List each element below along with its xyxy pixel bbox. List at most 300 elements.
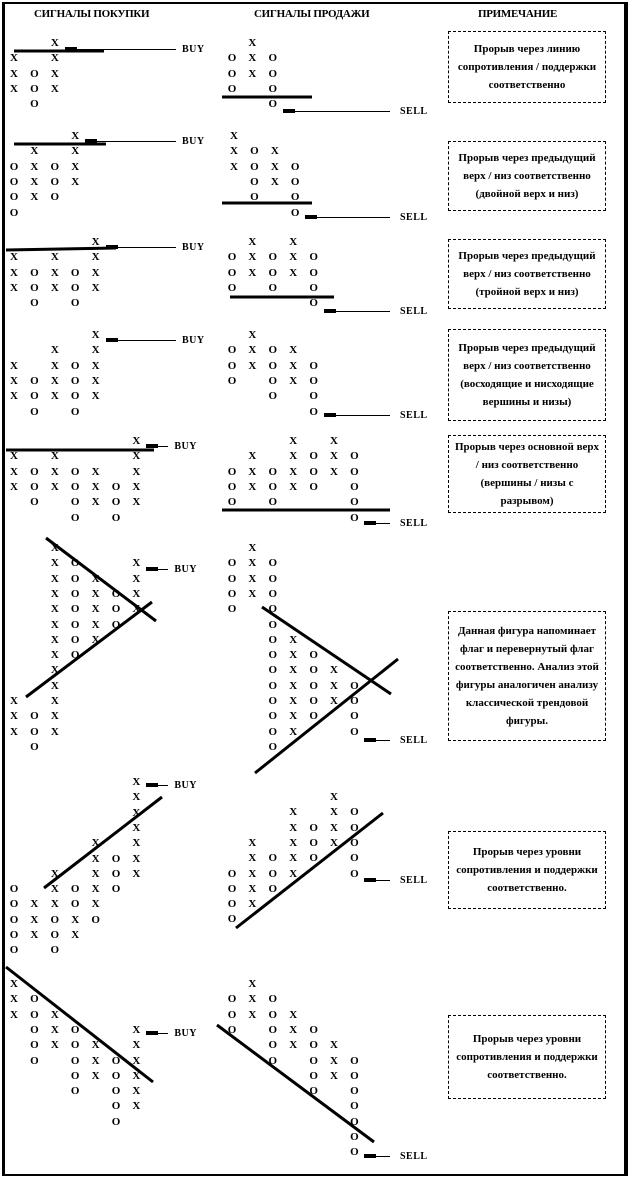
pf-x-mark: X — [50, 867, 59, 880]
pf-x-mark: X — [10, 710, 18, 723]
buy-signal-arrow — [106, 247, 176, 248]
pf-o-mark: O — [309, 679, 318, 692]
note-box: Прорыв через основной верх / низ соответственно (вершины / низы с разрывом) — [448, 435, 606, 513]
pf-x-mark: X — [289, 852, 298, 865]
pf-x-mark: X — [289, 1023, 298, 1036]
sell-signal-label: SELL — [400, 1151, 428, 1162]
pf-x-mark: X — [10, 359, 18, 372]
pf-o-mark: O — [30, 725, 39, 738]
pf-o-mark: O — [268, 67, 278, 80]
pf-x-mark: X — [132, 837, 141, 850]
pf-x-mark: X — [91, 633, 100, 646]
pf-x-mark: X — [91, 867, 100, 880]
pf-x-mark: X — [50, 542, 59, 554]
pf-x-mark: X — [132, 1039, 141, 1052]
pf-x-mark: X — [248, 572, 257, 585]
pf-o-mark: O — [70, 374, 80, 387]
pf-x-mark: X — [91, 1054, 100, 1067]
pf-o-mark: O — [50, 191, 60, 204]
note-box: Данная фигура напоминает флаг и перевернутый флаг соответственно. Анализ этой фигуры аналогичен анализу классической трендовой фигуры. — [448, 611, 606, 741]
pf-x-mark: X — [10, 480, 18, 493]
pf-x-mark: X — [132, 806, 141, 819]
pf-x-mark: X — [50, 725, 59, 738]
pf-o-mark: O — [350, 725, 359, 738]
pf-o-mark: O — [9, 913, 19, 926]
pf-o-mark: O — [30, 496, 39, 509]
buy-signal-arrow — [106, 340, 176, 341]
pf-o-mark: O — [309, 1069, 318, 1082]
pf-o-mark: O — [268, 993, 278, 1006]
pf-o-mark: O — [309, 251, 318, 264]
pf-o-mark: O — [268, 1008, 278, 1021]
pf-x-mark: X — [30, 145, 39, 158]
pf-o-mark: O — [227, 465, 237, 478]
pf-x-mark: X — [330, 806, 338, 819]
pf-o-mark: O — [30, 297, 39, 310]
arrow-left-icon — [364, 1154, 376, 1158]
sell-signal-arrow — [364, 1156, 390, 1157]
pf-o-mark: O — [227, 480, 237, 493]
pf-o-mark: O — [350, 1085, 359, 1098]
pf-o-mark: O — [290, 191, 300, 204]
note-box: Прорыв через линию сопротивления / поддержки соответственно — [448, 31, 606, 103]
sell-signal-arrow — [364, 880, 390, 881]
pf-x-mark: X — [50, 603, 59, 616]
pf-o-mark: O — [309, 390, 318, 403]
pf-o-mark: O — [350, 836, 359, 849]
pf-o-mark: O — [350, 1115, 359, 1128]
pf-x-mark: X — [132, 496, 141, 509]
pf-x-mark: X — [330, 465, 338, 478]
pf-x-mark: X — [330, 791, 338, 803]
pf-o-mark: O — [268, 1039, 278, 1052]
pf-x-mark: X — [132, 572, 141, 585]
arrow-left-icon — [364, 521, 376, 525]
pf-x-mark: X — [91, 281, 100, 294]
pf-x-mark: X — [289, 435, 298, 447]
pf-o-mark: O — [268, 572, 278, 585]
pf-x-mark: X — [91, 898, 100, 911]
sell-signal-arrow — [305, 217, 390, 218]
pf-o-mark: O — [227, 882, 237, 895]
buy-signal-arrow — [85, 141, 176, 142]
pf-x-mark: X — [10, 52, 18, 65]
pf-o-mark: O — [350, 806, 359, 819]
pf-o-mark: O — [350, 465, 359, 478]
pf-o-mark: O — [268, 725, 278, 738]
arrow-left-icon — [146, 1031, 158, 1035]
buy-signal-label: BUY — [182, 335, 205, 346]
pf-x-mark: X — [91, 883, 100, 896]
pf-o-mark: O — [70, 405, 80, 418]
pf-x-mark: X — [248, 52, 257, 65]
pf-x-mark: X — [91, 390, 100, 403]
pf-o-mark: O — [268, 710, 278, 723]
pf-x-mark: X — [330, 1039, 338, 1052]
buy-signal-label: BUY — [174, 564, 198, 575]
pf-o-mark: O — [91, 913, 100, 926]
pf-o-mark: O — [268, 695, 278, 707]
pf-o-mark: O — [70, 898, 80, 911]
note-box: Прорыв через уровни сопротивления и поддержки соответственно. — [448, 1015, 606, 1099]
pf-o-mark: O — [111, 496, 121, 509]
pf-x-mark: X — [10, 67, 18, 80]
pf-x-mark: X — [248, 236, 257, 248]
pf-o-mark: O — [227, 1023, 237, 1036]
arrow-left-icon — [146, 783, 158, 787]
pf-x-mark: X — [10, 281, 18, 294]
buy-signal-arrow — [146, 446, 168, 447]
pf-o-mark: O — [309, 281, 318, 294]
pf-o-mark: O — [50, 944, 60, 957]
pf-x-mark: X — [50, 587, 59, 600]
pf-x-mark: X — [230, 145, 238, 158]
pf-x-mark: X — [132, 791, 141, 804]
pf-x-mark: X — [248, 450, 257, 463]
pf-x-mark: X — [30, 913, 39, 926]
pf-o-mark: O — [70, 1023, 80, 1036]
pf-x-mark: X — [50, 281, 59, 294]
pf-x-mark: X — [50, 390, 59, 403]
pf-x-mark: X — [10, 725, 18, 738]
trend-line — [46, 538, 156, 621]
pf-o-mark: O — [350, 867, 359, 880]
pf-x-mark: X — [91, 359, 100, 372]
arrow-left-icon — [283, 109, 295, 113]
trend-line — [6, 967, 153, 1082]
pf-o-mark: O — [227, 587, 237, 600]
pf-x-mark: X — [10, 251, 18, 264]
pf-x-mark: X — [289, 1039, 298, 1052]
pf-x-mark: X — [289, 465, 298, 478]
pf-x-mark: X — [91, 852, 100, 865]
pf-o-mark: O — [268, 52, 278, 65]
pf-x-mark: X — [71, 130, 80, 142]
pf-x-mark: X — [289, 374, 298, 387]
pf-x-mark: X — [289, 236, 298, 248]
pf-o-mark: O — [309, 852, 318, 865]
pf-o-mark: O — [268, 374, 278, 387]
pf-x-mark: X — [50, 465, 59, 478]
pf-x-mark: X — [289, 710, 298, 723]
pf-o-mark: O — [227, 52, 237, 65]
pf-x-mark: X — [91, 329, 100, 341]
pf-x-mark: X — [330, 664, 338, 677]
buy-signal-label: BUY — [174, 780, 198, 791]
pf-o-mark: O — [227, 867, 237, 880]
pf-x-mark: X — [248, 882, 257, 895]
pf-o-mark: O — [268, 480, 278, 493]
pf-x-mark: X — [270, 145, 279, 158]
pf-o-mark: O — [309, 374, 318, 387]
pf-o-mark: O — [309, 1085, 318, 1098]
pf-x-mark: X — [50, 480, 59, 493]
arrow-left-icon — [106, 245, 118, 249]
pf-x-mark: X — [248, 67, 257, 80]
pf-x-mark: X — [248, 37, 257, 49]
pf-x-mark: X — [91, 465, 100, 478]
pf-o-mark: O — [70, 281, 80, 294]
pf-o-mark: O — [227, 993, 237, 1006]
pf-o-mark: O — [9, 929, 19, 941]
buy-signal-label: BUY — [174, 1028, 198, 1039]
pf-x-mark: X — [248, 465, 257, 478]
pf-o-mark: O — [111, 867, 121, 880]
pf-o-mark: O — [111, 587, 121, 600]
pf-x-mark: X — [10, 978, 18, 990]
pf-x-mark: X — [132, 1069, 141, 1082]
pf-x-mark: X — [30, 160, 39, 173]
pf-x-mark: X — [50, 37, 59, 49]
pf-o-mark: O — [309, 710, 318, 723]
pf-x-mark: X — [91, 344, 100, 357]
pf-x-mark: X — [132, 587, 141, 600]
pf-o-mark: O — [350, 496, 359, 509]
pf-x-mark: X — [50, 67, 59, 80]
pf-o-mark: O — [268, 98, 278, 111]
pf-x-mark: X — [289, 664, 298, 677]
pf-x-mark: X — [132, 557, 141, 570]
pf-o-mark: O — [227, 359, 237, 372]
pf-x-mark: X — [50, 1008, 59, 1021]
pf-x-mark: X — [289, 1008, 298, 1021]
pf-o-mark: O — [227, 67, 237, 80]
pf-o-mark: O — [70, 1054, 80, 1067]
pf-o-mark: O — [268, 603, 278, 616]
sell-signal-arrow — [324, 311, 390, 312]
trend-line — [44, 797, 162, 888]
pf-x-mark: X — [132, 465, 141, 478]
pf-x-mark: X — [10, 450, 18, 463]
pf-o-mark: O — [350, 1054, 359, 1067]
pf-o-mark: O — [9, 944, 19, 957]
pf-o-mark: O — [309, 297, 318, 310]
pf-o-mark: O — [309, 359, 318, 372]
pf-o-mark: O — [111, 618, 121, 631]
pf-o-mark: O — [30, 405, 39, 418]
pf-x-mark: X — [289, 649, 298, 662]
pf-o-mark: O — [309, 649, 318, 662]
pf-x-mark: X — [330, 435, 338, 447]
pf-x-mark: X — [248, 359, 257, 372]
pf-o-mark: O — [50, 913, 60, 926]
pf-o-mark: O — [9, 883, 19, 896]
pf-x-mark: X — [289, 821, 298, 834]
pf-o-mark: O — [268, 1023, 278, 1036]
pf-x-mark: X — [50, 664, 59, 677]
pf-o-mark: O — [350, 450, 359, 463]
pf-x-mark: X — [289, 359, 298, 372]
pf-x-mark: X — [289, 867, 298, 880]
pf-x-mark: X — [330, 450, 338, 463]
buy-signal-arrow — [146, 785, 168, 786]
pf-o-mark: O — [111, 1054, 121, 1067]
pf-o-mark: O — [227, 344, 237, 357]
pf-x-mark: X — [91, 480, 100, 493]
pf-o-mark: O — [30, 1054, 39, 1067]
pf-o-mark: O — [350, 480, 359, 493]
pf-x-mark: X — [248, 898, 257, 911]
pf-x-mark: X — [91, 603, 100, 616]
pf-o-mark: O — [268, 496, 278, 509]
pf-o-mark: O — [30, 993, 39, 1006]
sell-signal-label: SELL — [400, 106, 428, 117]
pf-x-mark: X — [230, 130, 238, 142]
pf-x-mark: X — [289, 450, 298, 463]
pf-o-mark: O — [290, 206, 300, 219]
pf-x-mark: X — [50, 266, 59, 279]
pf-o-mark: O — [9, 191, 19, 204]
pf-o-mark: O — [70, 557, 80, 570]
buy-signal-label: BUY — [174, 441, 198, 452]
pf-x-mark: X — [50, 1023, 59, 1036]
pf-o-mark: O — [70, 1069, 80, 1082]
pf-o-mark: O — [50, 175, 60, 188]
pf-o-mark: O — [268, 740, 278, 753]
pf-o-mark: O — [70, 603, 80, 616]
pf-x-mark: X — [50, 618, 59, 631]
pf-o-mark: O — [70, 511, 80, 524]
pf-o-mark: O — [268, 1054, 278, 1067]
pf-o-mark: O — [250, 175, 259, 188]
pf-x-mark: X — [248, 867, 257, 880]
pf-o-mark: O — [111, 1100, 121, 1113]
pf-o-mark: O — [227, 281, 237, 294]
pf-x-mark: X — [248, 266, 257, 279]
pf-x-mark: X — [132, 435, 141, 447]
pf-o-mark: O — [268, 679, 278, 692]
pf-x-mark: X — [330, 1054, 338, 1067]
pf-x-mark: X — [330, 695, 338, 707]
pf-x-mark: X — [289, 836, 298, 849]
pf-x-mark: X — [132, 867, 141, 880]
sell-signal-label: SELL — [400, 212, 428, 223]
pf-x-mark: X — [91, 236, 100, 248]
pf-o-mark: O — [268, 251, 278, 264]
pf-x-mark: X — [91, 1039, 100, 1052]
trend-line — [236, 813, 383, 928]
pf-x-mark: X — [71, 175, 80, 188]
pf-o-mark: O — [111, 883, 121, 896]
sell-signal-label: SELL — [400, 735, 428, 746]
pf-x-mark: X — [91, 496, 100, 509]
arrow-left-icon — [85, 139, 97, 143]
pf-x-mark: X — [50, 557, 59, 570]
arrow-left-icon — [324, 309, 336, 313]
pf-x-mark: X — [50, 359, 59, 372]
pf-o-mark: O — [268, 281, 278, 294]
pf-x-mark: X — [132, 450, 141, 463]
pf-o-mark: O — [350, 1146, 359, 1159]
trend-line — [26, 602, 152, 697]
sell-signal-arrow — [364, 523, 390, 524]
pf-o-mark: O — [111, 1115, 121, 1128]
pf-o-mark: O — [268, 359, 278, 372]
sell-signal-arrow — [283, 111, 390, 112]
pf-o-mark: O — [268, 82, 278, 95]
pf-x-mark: X — [91, 618, 100, 631]
pf-x-mark: X — [91, 1069, 100, 1082]
pf-x-mark: X — [50, 374, 59, 387]
pf-x-mark: X — [289, 725, 298, 738]
pf-x-mark: X — [270, 160, 279, 173]
pf-o-mark: O — [309, 465, 318, 478]
pf-x-mark: X — [50, 679, 59, 692]
pf-o-mark: O — [30, 374, 39, 387]
pf-x-mark: X — [50, 572, 59, 585]
resistance-line — [6, 248, 116, 250]
pf-x-mark: X — [50, 649, 59, 662]
header-buy-signals: СИГНАЛЫ ПОКУПКИ — [34, 8, 150, 20]
pf-x-mark: X — [132, 821, 141, 834]
pf-o-mark: O — [227, 496, 237, 509]
pf-x-mark: X — [248, 344, 257, 357]
pf-o-mark: O — [70, 1085, 80, 1098]
pf-o-mark: O — [227, 898, 237, 911]
pf-o-mark: O — [268, 618, 278, 631]
pf-o-mark: O — [309, 450, 318, 463]
pf-x-mark: X — [91, 572, 100, 585]
pf-o-mark: O — [309, 1039, 318, 1052]
pf-o-mark: O — [268, 390, 278, 403]
arrow-left-icon — [305, 215, 317, 219]
pf-x-mark: X — [330, 1069, 338, 1082]
pf-o-mark: O — [30, 1008, 39, 1021]
pf-o-mark: O — [70, 883, 80, 896]
pf-x-mark: X — [91, 837, 100, 850]
pf-x-mark: X — [248, 993, 257, 1006]
note-box: Прорыв через предыдущий верх / низ соответственно (двойной верх и низ) — [448, 141, 606, 211]
sell-signal-label: SELL — [400, 306, 428, 317]
sell-signal-arrow — [364, 740, 390, 741]
pf-o-mark: O — [227, 603, 237, 616]
pf-o-mark: O — [268, 882, 278, 895]
pf-x-mark: X — [330, 821, 338, 834]
pf-x-mark: X — [71, 913, 80, 926]
pf-x-mark: X — [71, 929, 80, 941]
pf-o-mark: O — [30, 98, 39, 111]
pf-o-mark: O — [309, 821, 318, 834]
pf-o-mark: O — [350, 710, 359, 723]
pf-x-mark: X — [248, 852, 257, 865]
pf-o-mark: O — [30, 740, 39, 753]
note-box: Прорыв через предыдущий верх / низ соответственно (восходящие и нисходящие вершины и низы) — [448, 329, 606, 421]
pf-x-mark: X — [91, 251, 100, 264]
pf-o-mark: O — [350, 1100, 359, 1113]
pf-x-mark: X — [132, 603, 141, 616]
pf-o-mark: O — [290, 175, 300, 188]
pf-o-mark: O — [309, 1054, 318, 1067]
pf-o-mark: O — [350, 1069, 359, 1082]
pf-o-mark: O — [70, 465, 80, 478]
header-note: ПРИМЕЧАНИЕ — [478, 8, 558, 20]
pf-o-mark: O — [227, 557, 237, 570]
pf-x-mark: X — [289, 480, 298, 493]
pf-x-mark: X — [50, 633, 59, 646]
pf-o-mark: O — [70, 266, 80, 279]
pf-o-mark: O — [111, 1085, 121, 1098]
pf-x-mark: X — [330, 679, 338, 692]
pf-o-mark: O — [350, 695, 359, 707]
pf-x-mark: X — [50, 710, 59, 723]
pf-o-mark: O — [70, 618, 80, 631]
pf-o-mark: O — [9, 175, 19, 188]
pf-o-mark: O — [70, 633, 80, 646]
pf-o-mark: O — [70, 480, 80, 493]
pf-x-mark: X — [50, 251, 59, 264]
pf-o-mark: O — [30, 82, 39, 95]
trend-line — [255, 659, 398, 773]
